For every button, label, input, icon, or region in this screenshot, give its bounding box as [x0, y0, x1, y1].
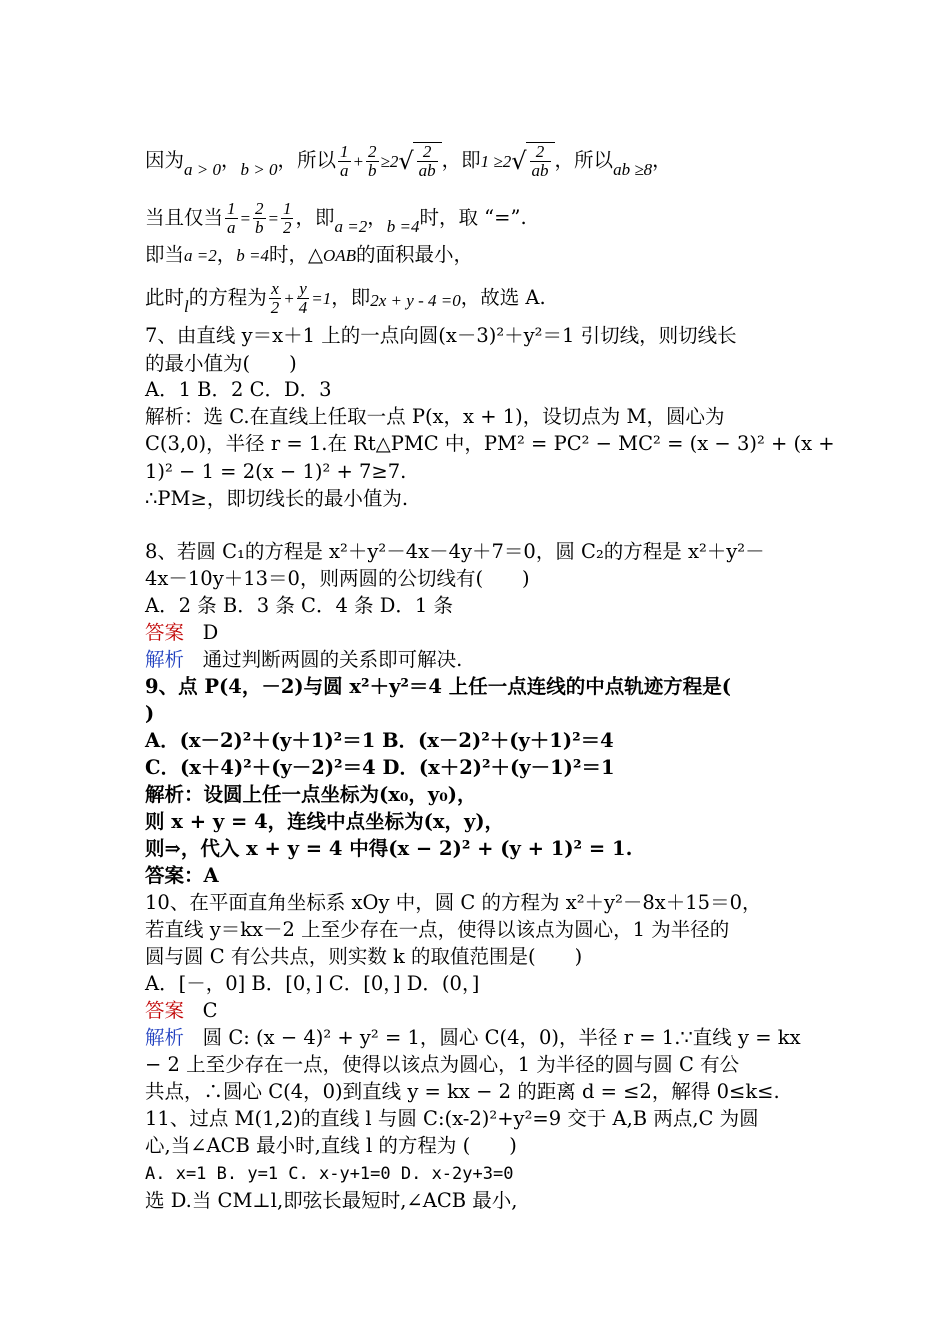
q9-analysis-3: 则⇒，代入 x + y = 4 中得(x − 2)² + (y + 1)² = 1. [145, 837, 633, 860]
q9-line-2: ) [145, 702, 155, 725]
q7-line-2: 的最小值为( ) [145, 352, 297, 375]
answer-value: D [202, 621, 219, 644]
q8-answer [145, 619, 810, 647]
fraction-2-over-b: $\frac{2}{b}$ [368, 141, 377, 180]
q10-analysis-3: 共点，∴圆心 C(4，0)到直线 y = kx − 2 的距离 d = ≤2，解得 0≤k≤. [145, 1080, 780, 1103]
q10-line-3: 圆与圆 C 有公共点，则实数 k 的取值范围是( ) [145, 945, 583, 968]
solution-line-1: 因为a > 0，b > 0，所以 $\frac{1}{a}$ + $\frac{2}{b}$ ≥2√ $\frac{2}{ab}$ ，即1 ≥2√ $\frac{2}{ab}$ ，所以ab ≥8， [145, 141, 672, 180]
q9-options-cd: C．(x＋4)²＋(y－2)²＝4 D．(x＋2)²＋(y－1)²＝1 [145, 756, 615, 779]
q11-line-2: 心,当∠ACB 最小时,直线 l 的方程为 ( ) [145, 1134, 517, 1157]
q11-line-1: 11、过点 M(1,2)的直线 l 与圆 C:(x-2)²+y²=9 交于 A,B 两点,C 为圆 [145, 1107, 759, 1130]
q8-line-2: 4x－10y＋13＝0，则两圆的公切线有( ) [145, 567, 530, 590]
q9-line-1: 9、点 P(4，－2)与圆 x²＋y²＝4 上任一点连线的中点轨迹方程是( [145, 675, 732, 698]
q7-analysis-2: C(3,0)，半径 r = 1.在 Rt△PMC 中，PM² = PC² − MC² = (x − 3)² + (x + [145, 432, 835, 455]
answer-label: 答案 [145, 621, 185, 644]
q11-options: A. x=1 B. y=1 C. x-y+1=0 D. x-2y+3=0 [145, 1164, 514, 1184]
q10-line-2: 若直线 y＝kx－2 上至少存在一点，使得以该点为圆心，1 为半径的 [145, 918, 730, 941]
answer-label: 答案 [145, 999, 185, 1022]
q8-line-1: 8、若圆 C₁的方程是 x²＋y²－4x－4y＋7＝0，圆 C₂的方程是 x²＋y²－ [145, 540, 765, 563]
solution-line-4: 此时l的方程为 $\frac{x}{2}$ + $\frac{y}{4}$ =1，即2x + y - 4 =0，故选 A. [145, 279, 546, 317]
sqrt-icon: √ [398, 147, 414, 175]
q9-analysis-1: 解析：设圆上任一点坐标为(x₀，y₀)， [145, 783, 477, 806]
q8-analysis: 解析 通过判断两圆的关系即可解决. [145, 648, 463, 671]
solution-line-2: 当且仅当 $\frac{1}{a}$ = $\frac{2}{b}$ = $\frac{1}{2}$ ，即a =2，b =4时，取 “=”. [145, 199, 527, 237]
solution-line-3: 即当a =2，b =4时，△OAB的面积最小， [145, 243, 474, 266]
q10-line-1: 10、在平面直角坐标系 xOy 中，圆 C 的方程为 x²＋y²－8x＋15＝0， [145, 891, 762, 914]
q8-options: A．2 条 B．3 条 C．4 条 D．1 条 [145, 594, 453, 617]
sqrt-icon: √ [511, 147, 527, 175]
q10-answer [145, 997, 810, 1025]
analysis-label: 解析 [145, 1026, 185, 1049]
q7-line-1: 7、由直线 y＝x＋1 上的一点向圆(x－3)²＋y²＝1 引切线，则切线长 [145, 324, 737, 347]
analysis-label: 解析 [145, 648, 185, 671]
q9-analysis-2: 则 x + y = 4，连线中点坐标为(x，y)， [145, 810, 505, 833]
q9-answer: 答案：A [145, 864, 219, 887]
q7-options: A．1 B．2 C．D．3 [145, 378, 332, 401]
answer-value: C [202, 999, 218, 1022]
q11-analysis: 选 D.当 CM⊥l,即弦长最短时,∠ACB 最小, [145, 1189, 518, 1212]
q7-analysis-3: 1)² − 1 = 2(x − 1)² + 7≥7. [145, 460, 407, 483]
q10-analysis-2: − 2 上至少存在一点，使得以该点为圆心，1 为半径的圆与圆 C 有公 [145, 1053, 740, 1076]
q9-options-ab: A．(x－2)²＋(y＋1)²＝1 B．(x－2)²＋(y＋1)²＝4 [145, 729, 614, 752]
q7-analysis-4: ∴PM≥，即切线长的最小值为. [145, 487, 409, 510]
q7-analysis-1: 解析：选 C.在直线上任取一点 P(x，x + 1)，设切点为 M，圆心为 [145, 405, 725, 428]
q10-options: A．[－，0] B．[0，] C．[0，] D．(0，] [145, 972, 480, 995]
fraction-1-over-a: $\frac{1}{a}$ [340, 141, 349, 180]
q10-analysis-1: 解析 圆 C: (x − 4)² + y² = 1，圆心 C(4，0)，半径 r = 1.∵直线 y = kx [145, 1026, 801, 1049]
